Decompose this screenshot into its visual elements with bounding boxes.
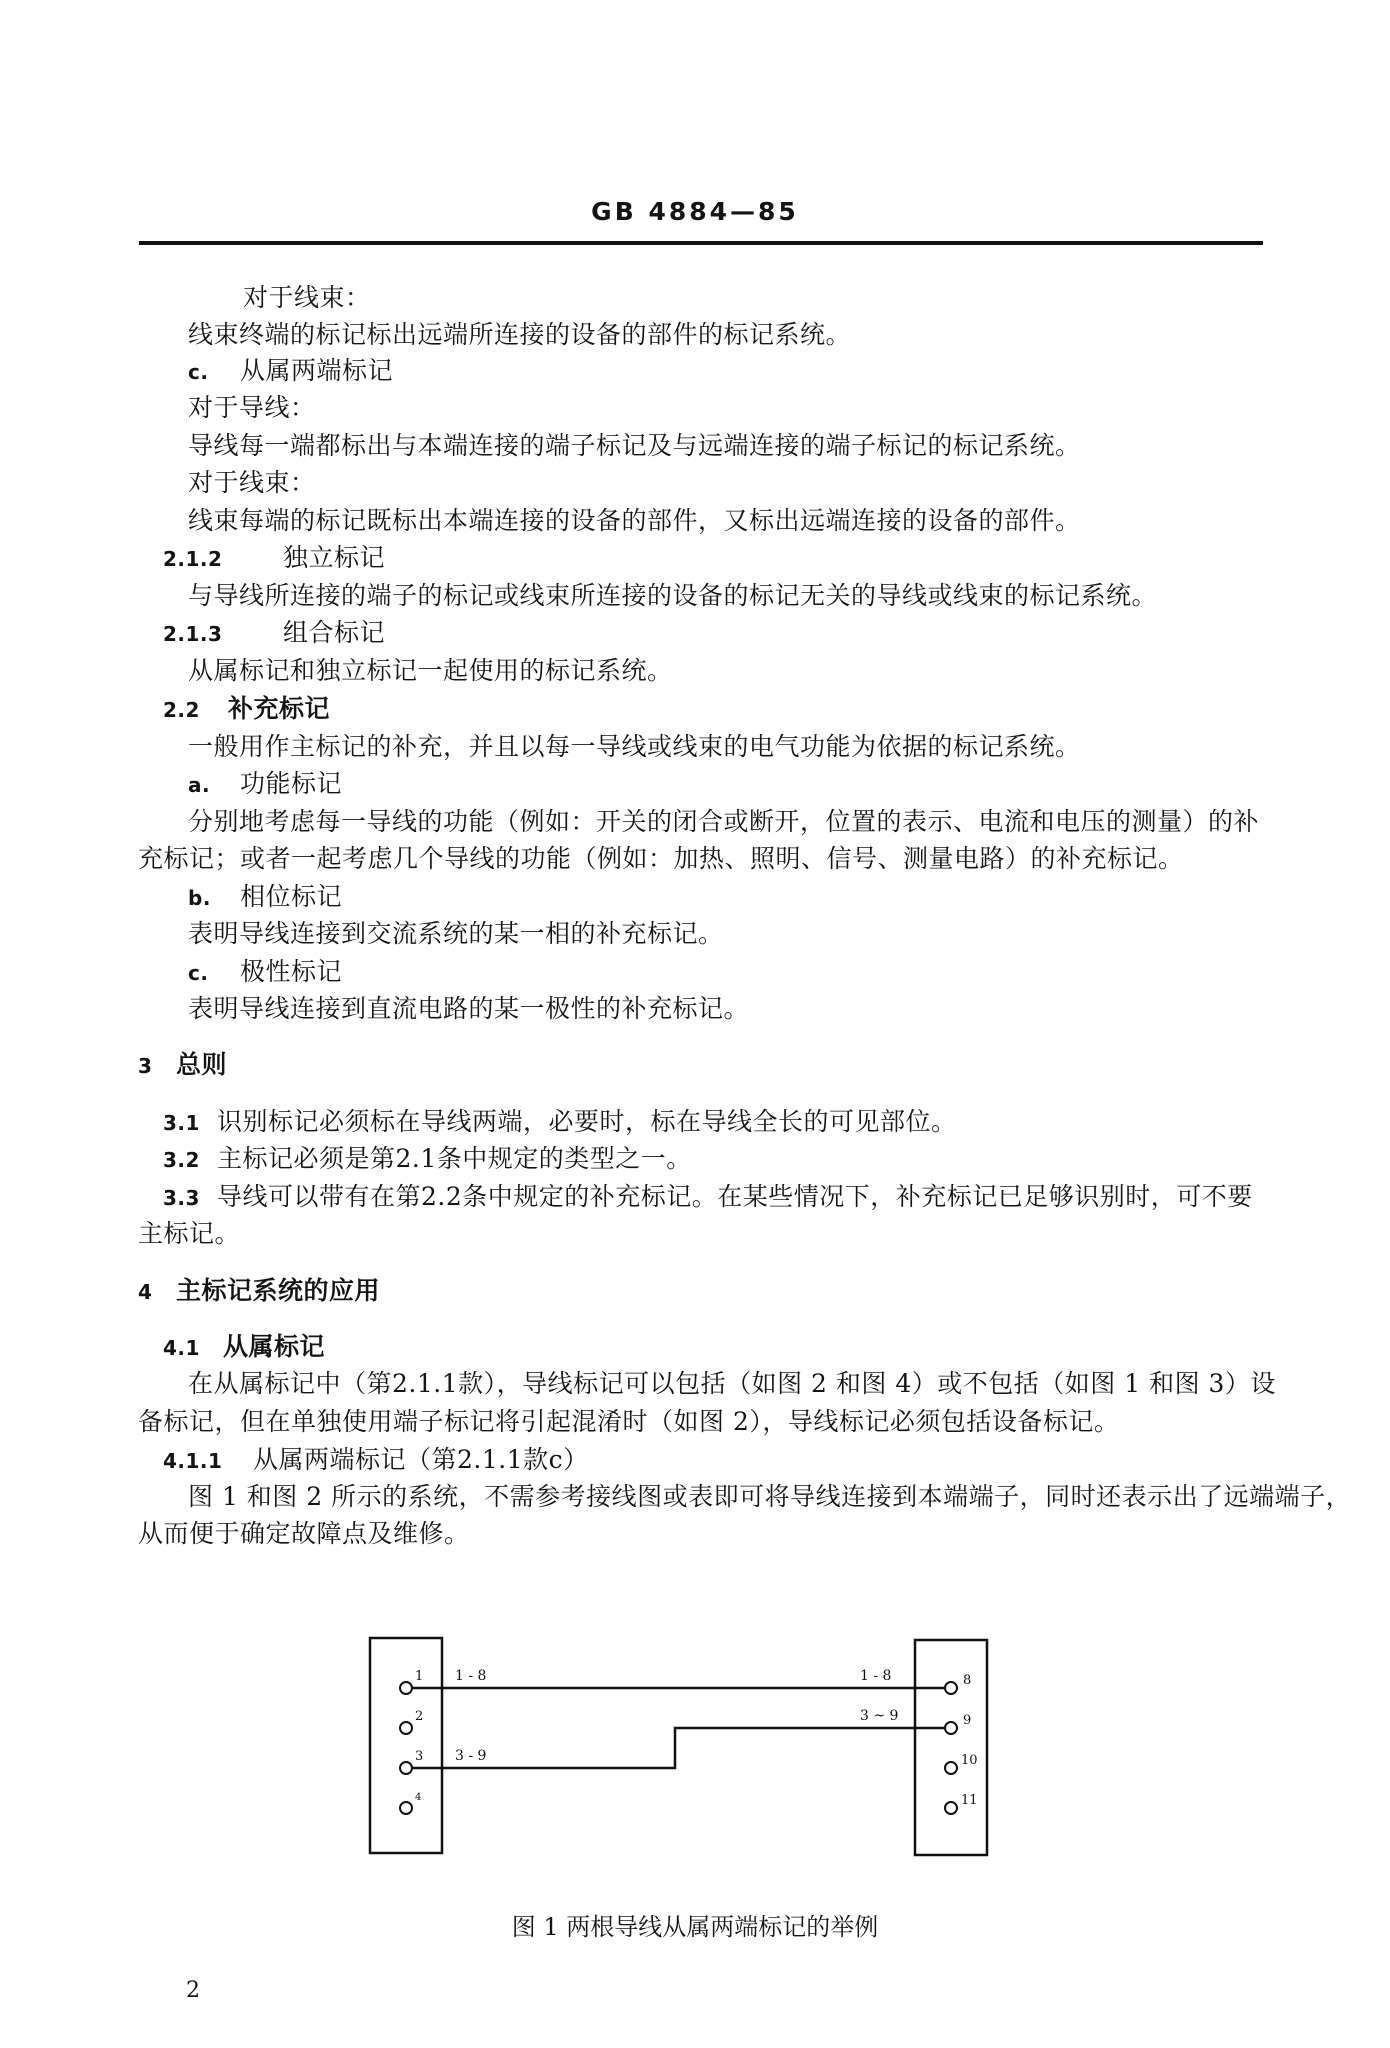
list-marker: a. xyxy=(188,773,211,797)
text-line: 对于线束： xyxy=(243,283,371,312)
text-line: 从而便于确定故障点及维修。 xyxy=(138,1519,470,1548)
header-rule xyxy=(139,241,1263,245)
section-title: 总则 xyxy=(176,1050,228,1079)
terminal-label: 4 xyxy=(415,1792,422,1803)
section-number: 2.1.2 xyxy=(163,547,223,571)
clause-text: 导线可以带有在第2.2条中规定的补充标记。在某些情况下，补充标记已足够识别时，可不要 xyxy=(217,1182,1253,1211)
list-marker: c. xyxy=(188,961,209,985)
list-marker: c. xyxy=(188,360,209,384)
section-number: 2.2 xyxy=(163,698,200,722)
text-line: 充标记；或者一起考虑几个导线的功能（例如：加热、照明、信号、测量电路）的补充标记。 xyxy=(138,844,1184,873)
section-number: 3.3 xyxy=(163,1186,200,1210)
section-title: 主标记系统的应用 xyxy=(176,1276,381,1305)
left-terminal-4 xyxy=(400,1792,421,1814)
section-number: 2.1.3 xyxy=(163,622,223,646)
document-code: GB 4884—85 xyxy=(591,197,799,226)
figure-caption: 图 1 两根导线从属两端标记的举例 xyxy=(511,1913,879,1941)
item-title: 从属两端标记 xyxy=(240,356,394,385)
section-number: 3.1 xyxy=(163,1111,200,1135)
right-terminal-block xyxy=(915,1640,987,1855)
section-heading-2-1-2 xyxy=(163,542,385,575)
wire-label-left-bottom: 3 - 9 xyxy=(455,1748,487,1764)
terminal-label: 11 xyxy=(961,1793,978,1808)
section-heading-2-2 xyxy=(163,693,330,726)
text-line: 在从属标记中（第2.1.1款），导线标记可以包括（如图 2 和图 4）或不包括（如图 1 和图 3）设 xyxy=(188,1369,1276,1398)
section-title: 补充标记 xyxy=(228,694,331,723)
left-terminal-3 xyxy=(400,1749,423,1774)
right-terminal-11 xyxy=(945,1793,978,1814)
left-terminal-2 xyxy=(400,1709,423,1734)
section-title: 组合标记 xyxy=(283,618,386,647)
text-line: 分别地考虑每一导线的功能（例如：开关的闭合或断开，位置的表示、电流和电压的测量）的补 xyxy=(188,807,1260,836)
text-line: 一般用作主标记的补充，并且以每一导线或线束的电气功能为依据的标记系统。 xyxy=(188,732,1081,761)
wire-3-9 xyxy=(412,1728,945,1768)
terminal-label: 10 xyxy=(961,1753,978,1768)
text-line: 线束终端的标记标出远端所连接的设备的部件的标记系统。 xyxy=(188,320,852,349)
right-terminal-10 xyxy=(945,1753,978,1774)
section-heading-2-1-3 xyxy=(163,617,385,650)
section-number: 4.1 xyxy=(163,1336,200,1360)
list-item-c xyxy=(188,956,342,989)
page-number: 2 xyxy=(186,1978,200,2003)
wire-label-right-bottom: 3 ~ 9 xyxy=(860,1708,899,1724)
text-line: 与导线所连接的端子的标记或线束所连接的设备的标记无关的导线或线束的标记系统。 xyxy=(188,581,1158,610)
section-number: 3.2 xyxy=(163,1148,200,1172)
item-title: 功能标记 xyxy=(240,769,343,798)
terminal-label: 3 xyxy=(415,1749,424,1764)
list-item-a xyxy=(188,768,342,801)
wire-label-left-top: 1 - 8 xyxy=(455,1668,487,1684)
text-line: 导线每一端都标出与本端连接的端子标记及与远端连接的端子标记的标记系统。 xyxy=(188,431,1081,460)
right-terminal-8 xyxy=(945,1673,971,1694)
text-line: 图 1 和图 2 所示的系统，不需参考接线图或表即可将导线连接到本端端子，同时还表示出了远端端子， xyxy=(188,1482,1352,1511)
section-heading-4-1 xyxy=(163,1331,325,1364)
list-marker: b. xyxy=(188,886,211,910)
text-line: 表明导线连接到交流系统的某一相的补充标记。 xyxy=(188,919,724,948)
item-title: 相位标记 xyxy=(240,882,343,911)
terminal-label: 1 xyxy=(415,1669,424,1684)
list-item-c xyxy=(188,355,393,388)
list-item-b xyxy=(188,881,342,914)
section-heading-3 xyxy=(138,1049,227,1082)
section-heading-4-1-1 xyxy=(163,1444,589,1477)
clause-3-1 xyxy=(163,1106,957,1139)
text-line: 备标记，但在单独使用端子标记将引起混淆时（如图 2），导线标记必须包括设备标记。 xyxy=(138,1407,1120,1436)
text-line: 从属标记和独立标记一起使用的标记系统。 xyxy=(188,656,673,685)
terminal-label: 8 xyxy=(963,1673,972,1688)
text-line: 表明导线连接到直流电路的某一极性的补充标记。 xyxy=(188,994,750,1023)
left-terminal-block xyxy=(370,1638,442,1853)
text-line: 线束每端的标记既标出本端连接的设备的部件，又标出远端连接的设备的部件。 xyxy=(188,506,1081,535)
terminal-label: 2 xyxy=(415,1709,424,1724)
section-number: 3 xyxy=(138,1054,153,1078)
terminal-label: 9 xyxy=(963,1713,972,1728)
section-number: 4 xyxy=(138,1280,153,1304)
section-title: 独立标记 xyxy=(283,543,386,572)
right-terminal-9 xyxy=(945,1713,971,1734)
section-number: 4.1.1 xyxy=(163,1449,223,1473)
section-heading-4 xyxy=(138,1275,380,1308)
text-line: 主标记。 xyxy=(138,1219,241,1248)
clause-text: 主标记必须是第2.1条中规定的类型之一。 xyxy=(217,1144,692,1173)
wire-label-right-top: 1 - 8 xyxy=(860,1668,892,1684)
clause-3-2 xyxy=(163,1143,692,1176)
section-title: 从属两端标记（第2.1.1款c） xyxy=(253,1445,589,1474)
clause-text: 识别标记必须标在导线两端，必要时，标在导线全长的可见部位。 xyxy=(217,1107,957,1136)
left-terminal-1 xyxy=(400,1669,423,1694)
clause-3-3 xyxy=(163,1181,1253,1214)
text-line: 对于线束： xyxy=(188,468,316,497)
section-title: 从属标记 xyxy=(223,1332,326,1361)
text-line: 对于导线： xyxy=(188,393,316,422)
figure-1-wiring-diagram xyxy=(355,1630,1015,1870)
item-title: 极性标记 xyxy=(240,957,343,986)
